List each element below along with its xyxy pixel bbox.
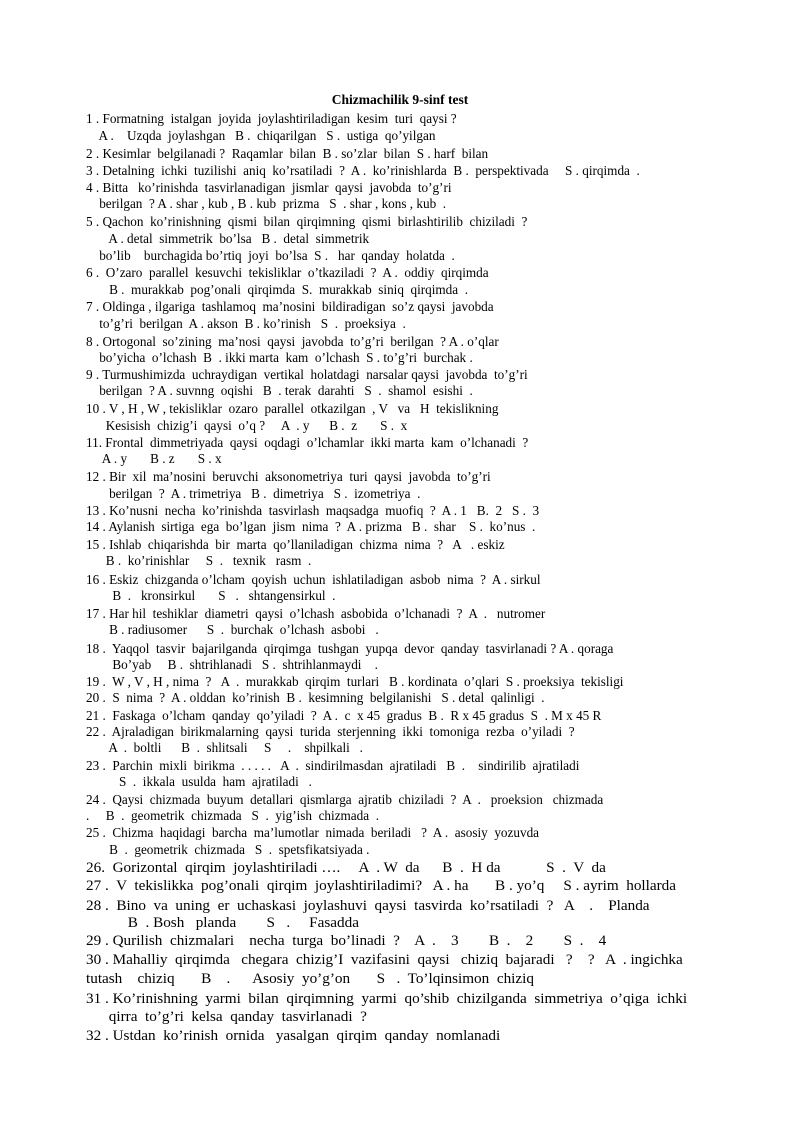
text-line: 31 . Ko’rinishning yarmi bilan qirqimning yarmi qo’shib chizilganda simmetriya o’qiga ichki	[86, 990, 688, 1007]
text-line: 1 . Formatning istalgan joyida joylashtiriladigan kesim turi qaysi ?	[86, 111, 457, 126]
text-line: 14 . Aylanish sirtiga ega bo’lgan jism nima ? A . prizma B . shar S . ko’nus .	[86, 519, 536, 534]
text-line: 20 . S nima ? A . olddan ko’rinish B . kesimning belgilanishi S . detal qalinligi .	[86, 690, 545, 705]
text-line: Bo’yab B . shtrihlanadi S . shtrihlanmaydi .	[86, 657, 378, 672]
text-line: 18 . Yaqqol tasvir bajarilganda qirqimga tushgan yupqa devor qanday tasvirlanadi ? A . qoraga	[86, 641, 614, 656]
text-line: berilgan ? A . trimetriya B . dimetriya S . izometriya .	[86, 486, 421, 501]
text-line: 32 . Ustdan ko’rinish ornida yasalgan qirqim qanday nomlanadi	[86, 1027, 501, 1044]
text-line: B . murakkab pog’onali qirqimda S. murakkab siniq qirqimda .	[86, 282, 469, 297]
text-line: 16 . Eskiz chizganda o’lcham qoyish uchun ishlatiladigan asbob nima ? A . sirkul	[86, 572, 541, 587]
text-line: A . Uzqda joylashgan B . chiqarilgan S . ustiga qo’yilgan	[86, 128, 436, 143]
text-line: to’g’ri berilgan A . akson B . ko’rinish S . proeksiya .	[86, 316, 406, 331]
text-line: B . radiusomer S . burchak o’lchash asbobi .	[86, 622, 379, 637]
text-line: Kesisish chizig’i qaysi o’q ? A . y B . z S . x	[86, 418, 408, 433]
text-line: 3 . Detalning ichki tuzilishi aniq ko’rsatiladi ? A . ko’rinishlarda B . perspektivada S . qirqimda .	[86, 163, 640, 178]
text-line: 13 . Ko’nusni necha ko’rinishda tasvirlash maqsadga muofiq ? A . 1 B. 2 S . 3	[86, 503, 540, 518]
text-line: 5 . Qachon ko’rinishning qismi bilan qirqimning qismi birlashtirilib chiziladi ?	[86, 214, 528, 229]
text-line: 11. Frontal dimmetriyada qaysi oqdagi o’lchamlar ikki marta kam o’lchanadi ?	[86, 435, 529, 450]
text-line: berilgan ? A . suvnng oqishi B . terak darahti S . shamol esishi .	[86, 383, 473, 398]
text-line: 6 . O’zaro parallel kesuvchi tekisliklar o’tkaziladi ? A . oddiy qirqimda	[86, 265, 489, 280]
document-title: Chizmachilik 9-sinf test	[331, 92, 469, 107]
text-line: 23 . Parchin mixli birikma . . . . . A . sindirilmasdan ajratiladi B . sindirilib ajratiladi	[86, 758, 580, 773]
text-line: bo’lib burchagida bo’rtiq joyi bo’lsa S . har qanday holatda .	[86, 248, 455, 263]
text-line: 4 . Bitta ko’rinishda tasvirlanadigan jismlar qaysi javobda to’g’ri	[86, 180, 452, 195]
text-line: 21 . Faskaga o’lcham qanday qo’yiladi ? A . c x 45 gradus B . R x 45 gradus S . M x 45 R	[86, 708, 602, 723]
text-line: 15 . Ishlab chiqarishda bir marta qo’llaniladigan chizma nima ? A . eskiz	[86, 537, 505, 552]
text-line: A . y B . z S . x	[86, 451, 222, 466]
text-line: 8 . Ortogonal so’zining ma’nosi qaysi javobda to’g’ri berilgan ? A . o’qlar	[86, 334, 499, 349]
text-line: tutash chiziq B . Asosiy yo’g’on S . To’lqinsimon chiziq	[86, 970, 534, 987]
text-line: 17 . Har hil teshiklar diametri qaysi o’lchash asbobida o’lchanadi ? A . nutromer	[86, 606, 546, 621]
text-line: 26. Gorizontal qirqim joylashtiriladi …. A . W da B . H da S . V da	[86, 859, 606, 876]
text-line: B . Bosh planda S . Fasadda	[86, 914, 359, 931]
text-line: bo’yicha o’lchash B . ikki marta kam o’lchash S . to’g’ri burchak .	[86, 350, 473, 365]
text-line: 9 . Turmushimizda uchraydigan vertikal holatdagi narsalar qaysi javobda to’g’ri	[86, 367, 528, 382]
text-line: 28 . Bino va uning er uchaskasi joylashuvi qaysi tasvirda ko’rsatiladi ? A . Planda	[86, 897, 650, 914]
text-line: 7 . Oldinga , ilgariga tashlamoq ma’nosini bildiradigan so’z qaysi javobda	[86, 299, 494, 314]
text-line: 12 . Bir xil ma’nosini beruvchi aksonometriya turi qaysi javobda to’g’ri	[86, 469, 491, 484]
text-line: 19 . W , V , H , nima ? A . murakkab qirqim turlari B . kordinata o’qlari S . proeksiya tekisligi	[86, 674, 624, 689]
text-line: . B . geometrik chizmada S . yig’ish chizmada .	[86, 808, 379, 823]
text-line: 29 . Qurilish chizmalari necha turga bo’linadi ? A . 3 B . 2 S . 4	[86, 932, 607, 949]
text-line: A . boltli B . shlitsali S . shpilkali .	[86, 740, 363, 755]
text-line: qirra to’g’ri kelsa qanday tasvirlanadi ?	[86, 1008, 367, 1025]
text-line: S . ikkala usulda ham ajratiladi .	[86, 774, 312, 789]
text-line: 24 . Qaysi chizmada buyum detallari qismlarga ajratib chiziladi ? A . proeksion chizmada	[86, 792, 604, 807]
text-line: A . detal simmetrik bo’lsa B . detal simmetrik	[86, 231, 370, 246]
text-line: 30 . Mahalliy qirqimda chegara chizig’I vazifasini qaysi chiziq bajaradi ? ? A . ingichka	[86, 951, 683, 968]
text-line: 27 . V tekislikka pog’onali qirqim joylashtiriladimi? A . ha B . yo’q S . ayrim hollarda	[86, 877, 677, 894]
text-line: 2 . Kesimlar belgilanadi ? Raqamlar bilan B . so’zlar bilan S . harf bilan	[86, 146, 489, 161]
text-line: berilgan ? A . shar , kub , B . kub prizma S . shar , kons , kub .	[86, 196, 447, 211]
text-line: 10 . V , H , W , tekisliklar ozaro parallel otkazilgan , V va H tekislikning	[86, 401, 499, 416]
text-line: 22 . Ajraladigan birikmalarning qaysi turida sterjenning ikki tomoniga rezba o’yiladi ?	[86, 724, 575, 739]
text-line: 25 . Chizma haqidagi barcha ma’lumotlar nimada beriladi ? A . asosiy yozuvda	[86, 825, 540, 840]
text-line: B . kronsirkul S . shtangensirkul .	[86, 588, 336, 603]
text-line: B . geometrik chizmada S . spetsfikatsiyada .	[86, 842, 370, 857]
text-line: B . ko’rinishlar S . texnik rasm .	[86, 553, 312, 568]
